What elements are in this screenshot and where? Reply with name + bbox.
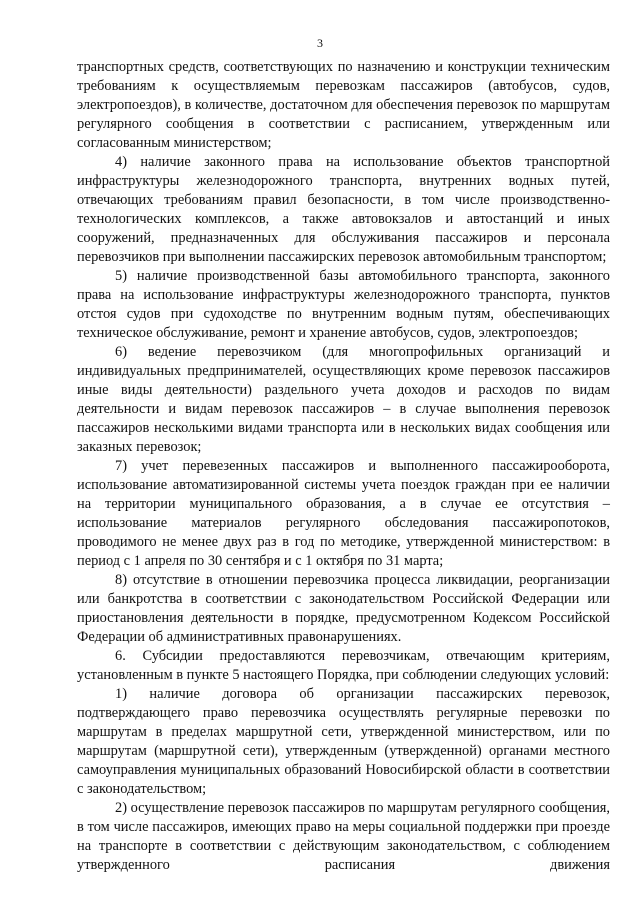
document-body: [77, 58, 610, 875]
page-number: 3: [317, 36, 323, 50]
paragraph-condition-2: 2) осуществление перевозок пассажиров по маршрутам регулярного сообщения, в том числе пассажиров, имеющих право на меры социальной поддержки при проезде на транспорте в соответствии с действующим законодательством, с соблюдением утвержденного расписания движения: [77, 800, 610, 873]
paragraph-continuation: транспортных средств, соответствующих по назначению и конструкции техническим требованиям к осуществляемым перевозкам пассажиров (автобусов, судов, электропоездов), в количестве, достаточном для обеспечения перевозок по маршрутам регулярного сообщения в соответствии с расписанием, утвержденным или согласованным министерством;: [77, 59, 610, 151]
paragraph-item-7: 7) учет перевезенных пассажиров и выполненного пассажирооборота, использование автоматизированной системы учета поездок граждан при ее наличии на территории муниципального образования, а в случае ее отсутствия – использование материалов регулярного обследования пассажиропотоков, проводимого не менее двух раз в год по методике, утвержденной министерством: в период с 1 апреля по 30 сентября и с 1 октября по 31 марта;: [77, 458, 610, 569]
paragraph-item-8: 8) отсутствие в отношении перевозчика процесса ликвидации, реорганизации или банкротства в соответствии с законодательством Российской Федерации или приостановления деятельности в порядке, предусмотренном Кодексом Российской Федерации об административных правонарушениях.: [77, 572, 610, 645]
paragraph-item-5: 5) наличие производственной базы автомобильного транспорта, законного права на использование инфраструктуры железнодорожного транспорта, пунктов отстоя судов при судоходстве по внутренним водным путям, обеспечивающих техническое обслуживание, ремонт и хранение автобусов, судов, электропоездов;: [77, 268, 610, 341]
paragraph-item-4: 4) наличие законного права на использование объектов транспортной инфраструктуры железнодорожного транспорта, внутренних водных путей, отвечающих требованиям правил безопасности, в том числе производственно-технологических комплексов, а также автовокзалов и автостанций и иных сооружений, предназначенных для обслуживания пассажиров и персонала перевозчиков при выполнении пассажирских перевозок автомобильным транспортом;: [77, 154, 610, 265]
paragraph-condition-1: 1) наличие договора об организации пассажирских перевозок, подтверждающего право перевозчика осуществлять регулярные перевозки по маршрутам в пределах маршрутной сети, утвержденной министерством, или по маршрутам (маршрутной сети), утвержденным (утвержденной) органами местного самоуправления муниципальных образований Новосибирской области в соответствии с законодательством;: [77, 686, 610, 797]
paragraph-section-6: 6. Субсидии предоставляются перевозчикам, отвечающим критериям, установленным в пункте 5 настоящего Порядка, при соблюдении следующих условий:: [77, 648, 610, 683]
paragraph-item-6: 6) ведение перевозчиком (для многопрофильных организаций и индивидуальных предпринимателей, осуществляющих кроме перевозок пассажиров иные виды деятельности) раздельного учета доходов и расходов по видам деятельности и видам перевозок пассажиров – в случае выполнения перевозок пассажиров несколькими видами транспорта или в нескольких видах сообщения или заказных перевозок;: [77, 344, 610, 455]
